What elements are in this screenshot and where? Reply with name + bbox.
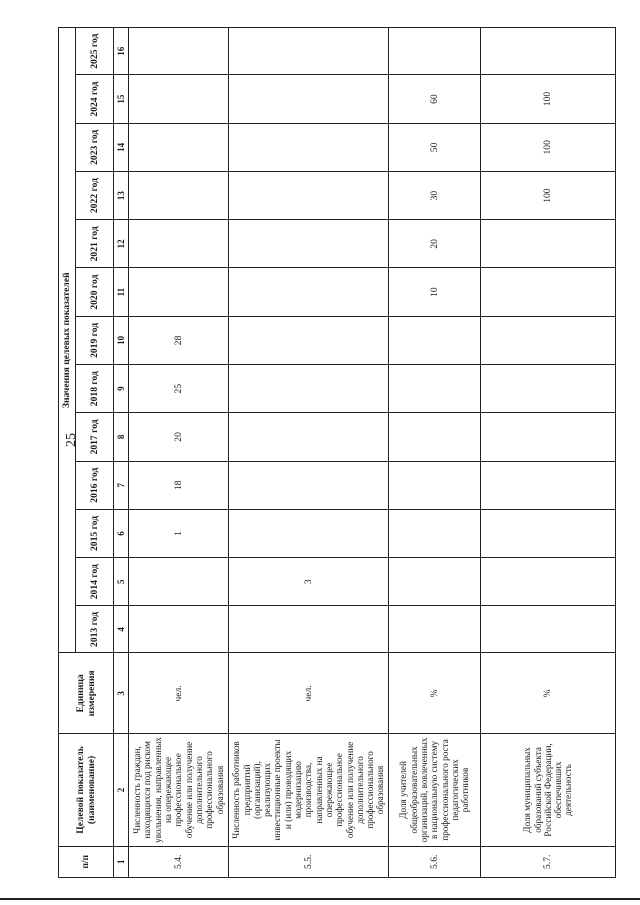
header-year: 2017 год (76, 413, 114, 461)
column-number: 14 (114, 123, 129, 171)
column-number: 13 (114, 171, 129, 219)
page-number: 25 (64, 433, 79, 447)
value-cell (389, 365, 481, 413)
value-cell (229, 365, 389, 413)
unit-cell: % (481, 653, 616, 734)
table-row (389, 28, 481, 878)
header-year: 2023 год (76, 123, 114, 171)
table-row (129, 28, 229, 878)
row-number: 5.6. (389, 846, 481, 877)
column-number: 15 (114, 75, 129, 123)
header-indicator: Целевой показатель (наименование) (59, 734, 114, 846)
value-cell (229, 123, 389, 171)
column-number: 9 (114, 365, 129, 413)
header-year: 2024 год (76, 75, 114, 123)
value-cell: 50 (389, 123, 481, 171)
value-cell (229, 220, 389, 268)
value-cell: 28 (129, 316, 229, 364)
value-cell (229, 28, 389, 75)
value-cell: 20 (129, 413, 229, 461)
header-year: 2013 год (76, 606, 114, 653)
value-cell (229, 268, 389, 316)
column-number: 5 (114, 558, 129, 606)
table-row (229, 28, 389, 878)
header-unit: Единица измерения (59, 653, 114, 734)
value-cell: 3 (229, 558, 389, 606)
header-year: 2025 год (76, 28, 114, 75)
row-number: 5.4. (129, 846, 229, 877)
row-number: 5.5. (229, 846, 389, 877)
header-year: 2022 год (76, 171, 114, 219)
row-number: 5.7. (481, 846, 616, 877)
value-cell: 100 (481, 171, 616, 219)
value-cell (129, 220, 229, 268)
value-cell: 100 (481, 75, 616, 123)
column-number: 6 (114, 509, 129, 557)
value-cell: 100 (481, 123, 616, 171)
column-number: 10 (114, 316, 129, 364)
indicator-name: Доля учителей общеобразовательных организаций, вовлеченных в национальную систему профессионального роста педагогических работников (389, 734, 481, 846)
value-cell (389, 558, 481, 606)
value-cell (129, 171, 229, 219)
column-number: 8 (114, 413, 129, 461)
value-cell (389, 316, 481, 364)
value-cell (389, 461, 481, 509)
value-cell (481, 220, 616, 268)
value-cell (389, 606, 481, 653)
value-cell (389, 28, 481, 75)
table-row (481, 28, 616, 878)
value-cell (229, 413, 389, 461)
column-number: 3 (114, 653, 129, 734)
column-number: 2 (114, 734, 129, 846)
indicator-name: Численность работников предприятий (организаций), реализующих инвестиционные проекты и (или) проводящих модернизацию производства, направленных на опережающее профессиональное обучение или получение дополнительного профессионального образования (229, 734, 389, 846)
column-number: 16 (114, 28, 129, 75)
header-year: 2014 год (76, 558, 114, 606)
column-number: 12 (114, 220, 129, 268)
value-cell (481, 461, 616, 509)
value-cell (129, 558, 229, 606)
indicator-name: Численность граждан, находящихся под риском увольнения, направленных на опережающее профессиональное обучение или получение дополнительного профессионального образования (129, 734, 229, 846)
value-cell (229, 75, 389, 123)
value-cell (389, 413, 481, 461)
value-cell (129, 75, 229, 123)
header-year: 2016 год (76, 461, 114, 509)
unit-cell: чел. (129, 653, 229, 734)
value-cell: 10 (389, 268, 481, 316)
value-cell: 30 (389, 171, 481, 219)
indicator-name: Доля муниципальных образований субъекта Российской Федерации, обеспечивших деятельность (481, 734, 616, 846)
target-indicators-table (58, 27, 616, 878)
column-number: 11 (114, 268, 129, 316)
header-year: 2015 год (76, 509, 114, 557)
unit-cell: % (389, 653, 481, 734)
unit-cell: чел. (229, 653, 389, 734)
value-cell (229, 509, 389, 557)
value-cell (129, 606, 229, 653)
rotated-page (58, 27, 616, 878)
value-cell (481, 365, 616, 413)
column-number: 7 (114, 461, 129, 509)
value-cell (389, 509, 481, 557)
value-cell (481, 28, 616, 75)
value-cell: 1 (129, 509, 229, 557)
value-cell: 20 (389, 220, 481, 268)
value-cell (229, 606, 389, 653)
header-num: п/п (59, 846, 114, 877)
value-cell: 18 (129, 461, 229, 509)
header-year: 2018 год (76, 365, 114, 413)
header-target-values: Значения целевых показателей (59, 28, 76, 653)
value-cell (481, 268, 616, 316)
value-cell (481, 558, 616, 606)
header-year: 2019 год (76, 316, 114, 364)
header-year: 2020 год (76, 268, 114, 316)
header-year: 2021 год (76, 220, 114, 268)
column-number: 1 (114, 846, 129, 877)
value-cell: 25 (129, 365, 229, 413)
value-cell (229, 316, 389, 364)
column-number: 4 (114, 606, 129, 653)
bottom-rule (0, 898, 640, 900)
value-cell (129, 123, 229, 171)
value-cell (229, 461, 389, 509)
value-cell (481, 316, 616, 364)
value-cell (481, 413, 616, 461)
value-cell (129, 268, 229, 316)
value-cell (481, 606, 616, 653)
value-cell: 60 (389, 75, 481, 123)
value-cell (229, 171, 389, 219)
value-cell (129, 28, 229, 75)
value-cell (481, 509, 616, 557)
